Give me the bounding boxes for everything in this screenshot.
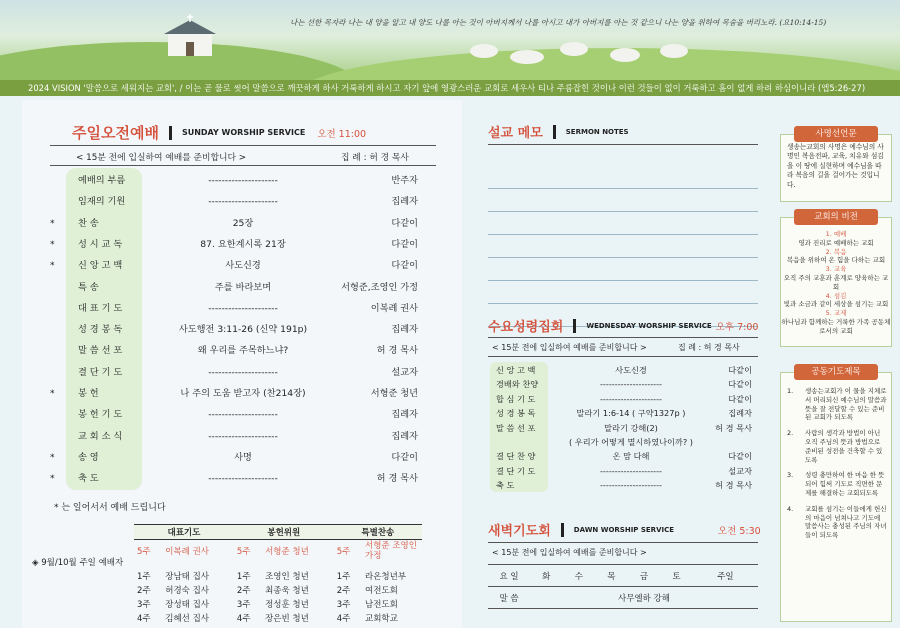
order-person: 다같이 xyxy=(391,217,418,229)
order-content: --------------------- xyxy=(208,473,278,485)
church-building xyxy=(160,14,220,58)
sunday-leader: 집 례 : 허 경 목사 xyxy=(341,153,409,163)
order-label: 결 단 기 도 xyxy=(78,366,123,378)
order-row xyxy=(78,319,418,341)
order-label: 송 영 xyxy=(78,451,99,463)
servers-cell: 서형준 청년 xyxy=(265,547,309,557)
prayer-item-text: 성령 충만하여 한 마음 한 뜻 되어 힘써 기도로 직면한 문제를 해결하는 교회되도록 xyxy=(805,471,885,497)
order-label: 성 시 교 독 xyxy=(78,238,123,250)
order-content: 사명 xyxy=(234,451,252,463)
prayer-item-num: 1. xyxy=(787,387,794,395)
prayer-item-num: 4. xyxy=(787,504,794,513)
order-row xyxy=(78,362,418,384)
mission-text: 생송는교회의 사명은 예수님의 사명인 복음전파, 교육, 치유와 섬김을 이 땅에 실현하며 예수님을 따라 복음의 길을 걸어가는 것입니다. xyxy=(787,143,884,189)
dawn-title-kr: 새벽기도회 xyxy=(488,524,551,539)
right-column xyxy=(780,100,900,628)
order-row xyxy=(496,435,752,449)
wednesday-title-en: WEDNESDAY WORSHIP SERVICE xyxy=(586,321,712,330)
memo-title-kr: 설교 메모 xyxy=(488,126,543,141)
order-row xyxy=(78,340,418,362)
order-person: 다같이 xyxy=(391,260,418,272)
vision-box xyxy=(780,217,892,347)
servers-cell: 조영인 청년 xyxy=(265,572,309,582)
dawn-title-en: DAWN WORSHIP SERVICE xyxy=(573,525,675,534)
servers-cell: 장성태 집사 xyxy=(165,600,209,610)
order-label: 신 앙 고 백 xyxy=(496,365,536,375)
order-content: --------------------- xyxy=(208,302,278,314)
mission-box xyxy=(780,134,892,202)
dawn-prep: < 15분 전에 입실하여 예배를 준비합니다 > xyxy=(492,548,647,557)
order-content: --------------------- xyxy=(208,175,278,186)
servers-cell: 장남태 집사 xyxy=(165,572,209,582)
title-divider xyxy=(169,126,172,140)
order-content: --------------------- xyxy=(208,196,278,208)
servers-cell: 5주 xyxy=(137,547,151,557)
order-person: 다같이 xyxy=(728,451,752,462)
order-row xyxy=(50,383,418,405)
servers-cell: 1주 xyxy=(336,572,351,582)
vision-item-text: 빛과 소금과 같이 세상을 섬기는 교회 xyxy=(783,300,889,309)
order-label: 결 단 기 도 xyxy=(496,465,536,476)
divider xyxy=(488,337,758,338)
order-row xyxy=(78,298,418,320)
vision-item-num: 2. 복음 xyxy=(825,247,847,256)
order-content: --------------------- xyxy=(599,379,663,390)
order-person: 다같이 xyxy=(728,379,752,390)
vision-item-num: 4. 섬김 xyxy=(825,291,847,300)
order-content: 말라기 1:6-14 ( 구약1327p ) xyxy=(576,408,686,419)
dawn-day: 금 xyxy=(628,565,661,587)
order-label: 말 씀 선 포 xyxy=(78,345,123,357)
servers-cell: 3주 xyxy=(137,600,151,610)
vision-item-text: 영과 진리로 예배하는 교회 xyxy=(798,238,874,247)
header-banner xyxy=(0,0,900,80)
servers-cell: 4주 xyxy=(137,614,151,624)
order-label: 교 회 소 식 xyxy=(78,430,123,442)
prayer-item xyxy=(787,505,887,540)
order-row xyxy=(50,447,418,469)
prayer-item-num: 2. xyxy=(787,429,794,438)
divider xyxy=(488,542,758,543)
prayer-item xyxy=(787,429,887,464)
order-person: 집례자 xyxy=(391,409,418,421)
order-content: --------------------- xyxy=(208,430,278,442)
stand-marker: * xyxy=(50,260,55,272)
order-content: 나 주의 도움 받고자 (찬214장) xyxy=(180,388,306,399)
dawn-title xyxy=(488,520,761,539)
order-content: 25장 xyxy=(232,217,254,229)
order-content: --------------------- xyxy=(208,409,278,421)
servers-row xyxy=(134,597,422,611)
servers-cell: 교회학교 xyxy=(365,614,398,624)
stand-marker: * xyxy=(50,238,55,250)
order-person: 허 경 목사 xyxy=(715,480,752,491)
order-label: 축 도 xyxy=(78,473,99,485)
servers-label: ◈ 9월/10월 주일 예배자 xyxy=(32,558,124,568)
divider xyxy=(50,165,436,166)
order-content: --------------------- xyxy=(208,366,278,378)
order-label: 경배와 찬양 xyxy=(496,379,539,390)
servers-cell: 정성훈 청년 xyxy=(265,600,309,610)
servers-cell: 4주 xyxy=(336,614,351,624)
prayer-item-text: 사람의 생각과 방법이 아닌 오직 주님의 뜻과 방법으로 준비된 성전을 건축할 수 있도록 xyxy=(805,429,883,464)
mission-title: 사명선언문 xyxy=(794,126,878,142)
order-person: 집례자 xyxy=(728,408,752,419)
sunday-prep-line xyxy=(76,150,436,162)
divider xyxy=(488,356,758,357)
order-label: 대 표 기 도 xyxy=(78,302,123,314)
order-label: 합 심 기 도 xyxy=(496,393,536,404)
stand-marker: * xyxy=(50,473,55,485)
vision-item xyxy=(781,230,891,248)
memo-title-en: SERMON NOTES xyxy=(565,127,629,136)
servers-cell: 2주 xyxy=(137,586,151,596)
order-person: 서형준,조영인 가정 xyxy=(341,281,418,293)
order-row xyxy=(496,406,752,420)
order-person: 집례자 xyxy=(391,196,418,208)
vision-item-text: 하나님과 함께하는 거룩한 가족 공동체로서의 교회 xyxy=(781,317,891,335)
stand-note: * 는 일어서서 예배 드립니다 xyxy=(54,503,166,513)
servers-cell: 서형준 조영인 가정 xyxy=(365,541,417,561)
order-label: 말 씀 선 포 xyxy=(496,422,536,433)
order-person: 집례자 xyxy=(391,324,418,336)
dawn-day: 화 xyxy=(530,565,563,587)
order-label: 임재의 기원 xyxy=(78,196,126,208)
dawn-day: 목 xyxy=(595,565,628,587)
order-person: 다같이 xyxy=(391,451,418,463)
servers-cell: 1주 xyxy=(137,572,151,582)
order-row xyxy=(50,468,418,490)
servers-cell: 2주 xyxy=(236,586,251,596)
order-person: 허 경 목사 xyxy=(376,473,418,485)
title-divider xyxy=(561,523,564,537)
wednesday-leader: 집 례 : 허 경 목사 xyxy=(678,343,740,352)
servers-cell: 장은빈 청년 xyxy=(265,614,309,624)
order-label: 특 송 xyxy=(78,281,99,293)
vision-item-num: 1. 예배 xyxy=(825,230,847,238)
prayer-item xyxy=(787,387,887,422)
order-label: 봉 헌 xyxy=(78,388,99,399)
middle-column xyxy=(470,100,770,628)
order-row xyxy=(496,449,752,463)
vision-title: 교회의 비전 xyxy=(794,209,878,225)
sunday-title-kr: 주일오전예배 xyxy=(72,124,159,142)
wednesday-prep: < 15분 전에 입실하여 예배를 준비합니다 > xyxy=(492,343,647,352)
stand-marker: * xyxy=(50,451,55,463)
order-row xyxy=(78,191,418,213)
header-verse: 나는 선한 목자라 나는 내 양을 알고 내 양도 나를 아는 것이 아버지께서 나를 아시고 내가 아버지를 아는 것 같으니 나는 양을 위하여 목숨을 버리노라. (요10:14-15) xyxy=(290,18,827,27)
order-row xyxy=(50,234,418,256)
order-content: 사도행전 3:11-26 (신약 191p) xyxy=(178,324,308,336)
wednesday-prep-line xyxy=(492,342,754,354)
vision-item-text: 복음을 위하여 온 힘을 다하는 교회 xyxy=(786,256,886,265)
order-person: 허 경 목사 xyxy=(376,345,418,357)
prayer-item-num: 3. xyxy=(787,471,794,480)
vision-item-num: 5. 교제 xyxy=(825,309,847,318)
order-row xyxy=(496,377,752,391)
order-person: 반주자 xyxy=(391,175,418,186)
servers-header: 특별찬송 xyxy=(334,525,422,540)
order-row xyxy=(496,363,752,377)
dawn-day: 토 xyxy=(660,565,693,587)
order-label: 신 앙 고 백 xyxy=(78,260,123,272)
servers-cell: 여전도회 xyxy=(365,586,398,596)
order-label: 찬 송 xyxy=(78,217,99,229)
servers-row xyxy=(134,569,422,583)
servers-cell: 5주 xyxy=(336,547,351,557)
order-row xyxy=(78,404,418,426)
order-row xyxy=(78,277,418,299)
servers-table xyxy=(134,524,422,625)
order-content: --------------------- xyxy=(599,465,663,476)
order-row xyxy=(496,478,752,492)
title-divider xyxy=(573,319,576,333)
sunday-section xyxy=(22,100,462,628)
order-content: 왜 우리를 주목하느냐? xyxy=(197,345,289,357)
order-content: ( 우리가 어떻게 멸시하였나이까? ) xyxy=(569,437,693,447)
order-content: --------------------- xyxy=(599,393,663,404)
order-person: 허 경 목사 xyxy=(715,422,752,433)
servers-cell: 4주 xyxy=(236,614,251,624)
servers-header: 대표기도 xyxy=(134,525,234,540)
order-row xyxy=(496,421,752,435)
vision-item xyxy=(781,248,891,266)
servers-cell: 2주 xyxy=(336,586,351,596)
memo-title xyxy=(488,122,629,141)
order-content: 사도신경 xyxy=(225,260,261,272)
order-label: 봉 헌 기 도 xyxy=(78,409,123,421)
order-row xyxy=(78,426,418,448)
vision-item xyxy=(781,265,891,291)
servers-cell: 최종욱 청년 xyxy=(265,586,309,596)
order-content: 주를 바라보며 xyxy=(214,281,272,293)
order-person: 다같이 xyxy=(391,238,418,250)
servers-cell: 1주 xyxy=(236,572,251,582)
vision-item-text: 오직 주의 교훈과 훈계로 양육하는 교회 xyxy=(783,273,889,291)
servers-row xyxy=(134,611,422,625)
prayer-box xyxy=(780,372,892,622)
servers-cell: 남전도회 xyxy=(365,600,398,610)
order-row xyxy=(50,255,418,277)
stand-marker: * xyxy=(50,388,55,399)
dawn-day: 주일 xyxy=(693,565,758,587)
order-person: 서형준 청년 xyxy=(370,388,418,399)
order-label: 예배의 부름 xyxy=(78,175,126,186)
dawn-day: 수 xyxy=(563,565,596,587)
sunday-time: 오전 11:00 xyxy=(317,128,367,140)
order-row xyxy=(496,392,752,406)
servers-cell: 이복례 권사 xyxy=(165,547,209,557)
servers-cell: 김혜선 집사 xyxy=(165,614,209,624)
order-label: 축 도 xyxy=(496,480,515,491)
order-label: 성 경 봉 독 xyxy=(78,324,123,336)
sunday-prep: < 15분 전에 입실하여 예배를 준비합니다 > xyxy=(76,153,247,163)
order-person: 다같이 xyxy=(728,365,752,375)
prayer-item-text: 교회를 섬기는 이들에게 헌신의 마음이 넘쳐나고 기도에 말씀사는 충성된 주님의 자녀들이 되도록 xyxy=(805,504,887,540)
wednesday-time: 오후 7:00 xyxy=(715,321,759,333)
order-person: 집례자 xyxy=(391,430,418,442)
order-person: 설교자 xyxy=(728,465,752,476)
order-content: 사도신경 xyxy=(615,365,647,375)
servers-cell: 5주 xyxy=(236,547,251,557)
order-person: 이복례 권사 xyxy=(370,302,418,314)
vision-item xyxy=(781,292,891,310)
order-content: 말라기 강해(2) xyxy=(604,422,658,433)
wednesday-title xyxy=(488,316,758,335)
order-person: 설교자 xyxy=(391,366,418,378)
divider xyxy=(488,144,758,145)
servers-row xyxy=(134,540,422,570)
dawn-table xyxy=(488,564,758,609)
dawn-word: 사무엘하 강해 xyxy=(530,587,758,609)
order-row xyxy=(496,464,752,478)
order-content: 87. 요한계시록 21장 xyxy=(200,238,286,250)
servers-row xyxy=(134,583,422,597)
order-row xyxy=(78,170,418,192)
order-label: 결 단 찬 양 xyxy=(496,451,536,462)
title-divider xyxy=(553,125,556,139)
order-row xyxy=(50,213,418,235)
servers-header: 봉헌위원 xyxy=(234,525,334,540)
sunday-title xyxy=(72,122,366,143)
dawn-word-label: 말 씀 xyxy=(488,587,530,609)
order-label: 성 경 봉 독 xyxy=(496,408,536,419)
servers-cell: 라온청년부 xyxy=(365,572,407,582)
order-content: 온 맘 다해 xyxy=(612,451,650,462)
divider xyxy=(50,145,436,146)
prayer-item xyxy=(787,471,887,497)
servers-cell: 3주 xyxy=(336,600,351,610)
servers-cell: 허경숙 집사 xyxy=(165,586,209,596)
order-content: --------------------- xyxy=(599,480,663,491)
vision-item-num: 3. 교육 xyxy=(825,265,847,274)
vision-banner: 2024 VISION '말씀으로 세워지는 교회', / 이는 곧 물로 씻어 말씀으로 깨끗하게 하사 거룩하게 하시고 자기 앞에 영광스러운 교회로 세우사 티나 주름잡힌 것이나 이런 것들이 없이 거룩하고 흠이 없게 하려 하심이니라 (엡5:26-27) xyxy=(0,80,900,96)
stand-marker: * xyxy=(50,217,55,229)
order-person: 다같이 xyxy=(728,393,752,404)
servers-cell: 3주 xyxy=(236,600,251,610)
vision-item xyxy=(781,309,891,335)
dawn-day-label: 요 일 xyxy=(488,565,530,587)
wednesday-title-kr: 수요성령집회 xyxy=(488,320,564,335)
prayer-item-text: 생송는교회가 이 물을 지체로서 머리되신 예수님의 말씀과 뜻을 잘 전달할 수 있는 준비된 교회가 되도록 xyxy=(805,387,887,422)
dawn-time: 오전 5:30 xyxy=(718,525,761,537)
sunday-title-en: SUNDAY WORSHIP SERVICE xyxy=(181,128,306,137)
prayer-title: 공동기도제목 xyxy=(794,364,878,380)
